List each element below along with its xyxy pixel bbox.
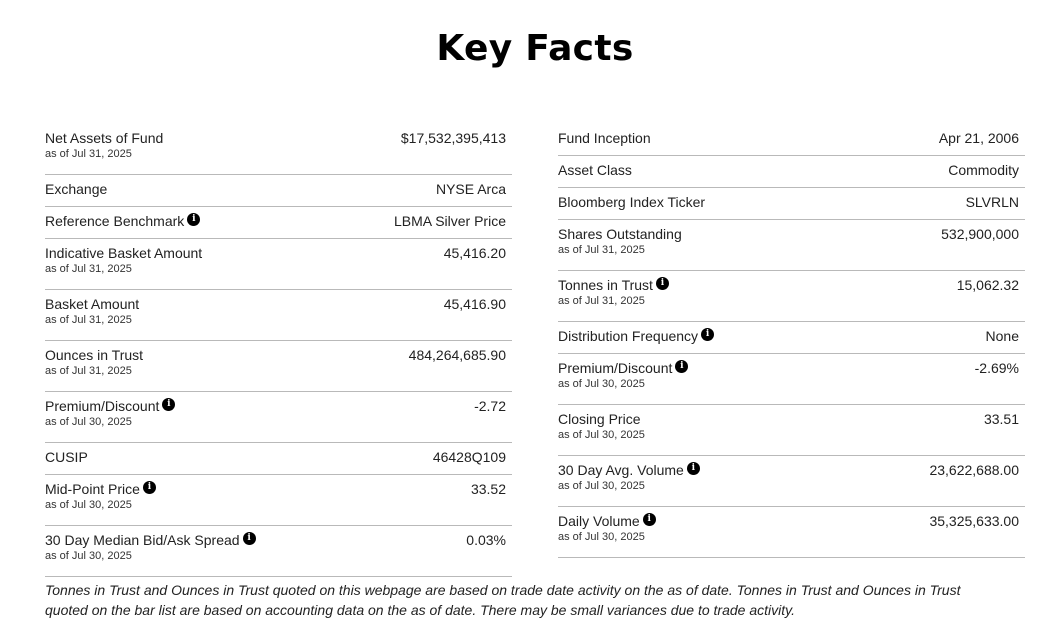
fact-row (558, 220, 1025, 271)
fact-label-text: Daily Volume (558, 513, 640, 529)
fact-label-text: Net Assets of Fund (45, 130, 164, 146)
fact-row (558, 354, 1025, 405)
fact-row (558, 271, 1025, 322)
as-of-date: as of Jul 30, 2025 (45, 416, 132, 428)
fact-label (45, 244, 512, 262)
fact-value: 532,900,000 (941, 226, 1019, 242)
info-icon[interactable]: i (643, 513, 656, 526)
as-of-date: as of Jul 31, 2025 (45, 148, 132, 160)
fact-row (558, 507, 1025, 558)
fact-value: NYSE Arca (435, 181, 506, 197)
fact-row (558, 456, 1025, 507)
info-icon[interactable]: i (143, 481, 156, 494)
as-of-date: as of Jul 30, 2025 (558, 531, 645, 543)
fact-label (558, 410, 1025, 428)
fact-label-text: Shares Outstanding (558, 226, 682, 242)
fact-label (45, 295, 512, 313)
fact-label-text: Premium/Discount (45, 398, 160, 414)
fact-label (45, 531, 512, 549)
fact-row (558, 156, 1025, 188)
fact-label-text: Premium/Discount (558, 360, 673, 376)
fact-value: Apr 21, 2006 (938, 130, 1019, 146)
fact-label-text: Ounces in Trust (45, 347, 144, 363)
key-facts-right-column (558, 124, 1025, 558)
fact-label-text: 30 Day Median Bid/Ask Spread (45, 532, 240, 548)
as-of-date: as of Jul 31, 2025 (558, 295, 645, 307)
fact-label-text: Closing Price (558, 411, 641, 427)
fact-value: SLVRLN (965, 194, 1019, 210)
fact-label (558, 193, 1025, 211)
fact-value: -2.69% (974, 360, 1019, 376)
as-of-date: as of Jul 30, 2025 (45, 499, 132, 511)
fact-label (45, 480, 512, 498)
fact-label-text: Mid-Point Price (45, 481, 140, 497)
fact-label (45, 397, 512, 415)
fact-value: Commodity (948, 162, 1019, 178)
fact-label-text: 30 Day Avg. Volume (558, 462, 684, 478)
info-icon[interactable]: i (656, 277, 669, 290)
fact-value: 46428Q109 (432, 449, 506, 465)
fact-value: 33.51 (983, 411, 1019, 427)
info-icon[interactable]: i (675, 360, 688, 373)
fact-row (45, 392, 512, 443)
fact-row (558, 124, 1025, 156)
fact-label (558, 359, 1025, 377)
fact-label-text: Reference Benchmark (45, 213, 185, 229)
fact-row (45, 175, 512, 207)
fact-value: None (985, 328, 1019, 344)
fact-row (558, 188, 1025, 220)
fact-value: LBMA Silver Price (393, 213, 506, 229)
as-of-date: as of Jul 31, 2025 (45, 365, 132, 377)
fact-value: 35,325,633.00 (929, 513, 1019, 529)
as-of-date: as of Jul 30, 2025 (558, 480, 645, 492)
footnote: Tonnes in Trust and Ounces in Trust quoted on this webpage are based on trade date activity on the as of date. Tonnes in Trust and Ounces in Trust quoted on the bar list are based on accounting data on the as of date. There may be small variances due to trade activity. (45, 582, 961, 618)
info-icon[interactable]: i (162, 398, 175, 411)
fact-label-text: Asset Class (558, 162, 632, 178)
info-icon[interactable]: i (701, 328, 714, 341)
fact-label-text: Basket Amount (45, 296, 140, 312)
page-title: Key Facts (436, 28, 634, 69)
info-icon[interactable]: i (187, 213, 200, 226)
fact-label-text: Bloomberg Index Ticker (558, 194, 706, 210)
fact-row (558, 322, 1025, 354)
fact-label (558, 276, 1025, 294)
fact-value: $17,532,395,413 (400, 130, 506, 146)
info-icon[interactable]: i (243, 532, 256, 545)
fact-label (558, 327, 1025, 345)
fact-label-text: Fund Inception (558, 130, 651, 146)
fact-row (45, 290, 512, 341)
fact-value: 45,416.20 (443, 245, 506, 261)
fact-row (45, 124, 512, 175)
fact-row (45, 526, 512, 577)
fact-row (45, 239, 512, 290)
fact-row (45, 341, 512, 392)
fact-value: 15,062.32 (956, 277, 1019, 293)
fact-row (45, 207, 512, 239)
fact-value: -2.72 (474, 398, 506, 414)
fact-value: 0.03% (466, 532, 506, 548)
fact-label-text: CUSIP (45, 449, 88, 465)
fact-row (558, 405, 1025, 456)
fact-value: 23,622,688.00 (929, 462, 1019, 478)
fact-label-text: Distribution Frequency (558, 328, 699, 344)
fact-row (45, 475, 512, 526)
info-icon[interactable]: i (687, 462, 700, 475)
as-of-date: as of Jul 31, 2025 (558, 244, 645, 256)
as-of-date: as of Jul 30, 2025 (558, 429, 645, 441)
as-of-date: as of Jul 30, 2025 (45, 550, 132, 562)
as-of-date: as of Jul 30, 2025 (558, 378, 645, 390)
fact-label-text: Tonnes in Trust (558, 277, 653, 293)
fact-value: 484,264,685.90 (408, 347, 506, 363)
fact-row (45, 443, 512, 475)
fact-value: 45,416.90 (443, 296, 506, 312)
fact-label-text: Exchange (45, 181, 108, 197)
fact-value: 33.52 (470, 481, 506, 497)
as-of-date: as of Jul 31, 2025 (45, 263, 132, 275)
fact-label-text: Indicative Basket Amount (45, 245, 203, 261)
key-facts-left-column (45, 124, 512, 577)
as-of-date: as of Jul 31, 2025 (45, 314, 132, 326)
